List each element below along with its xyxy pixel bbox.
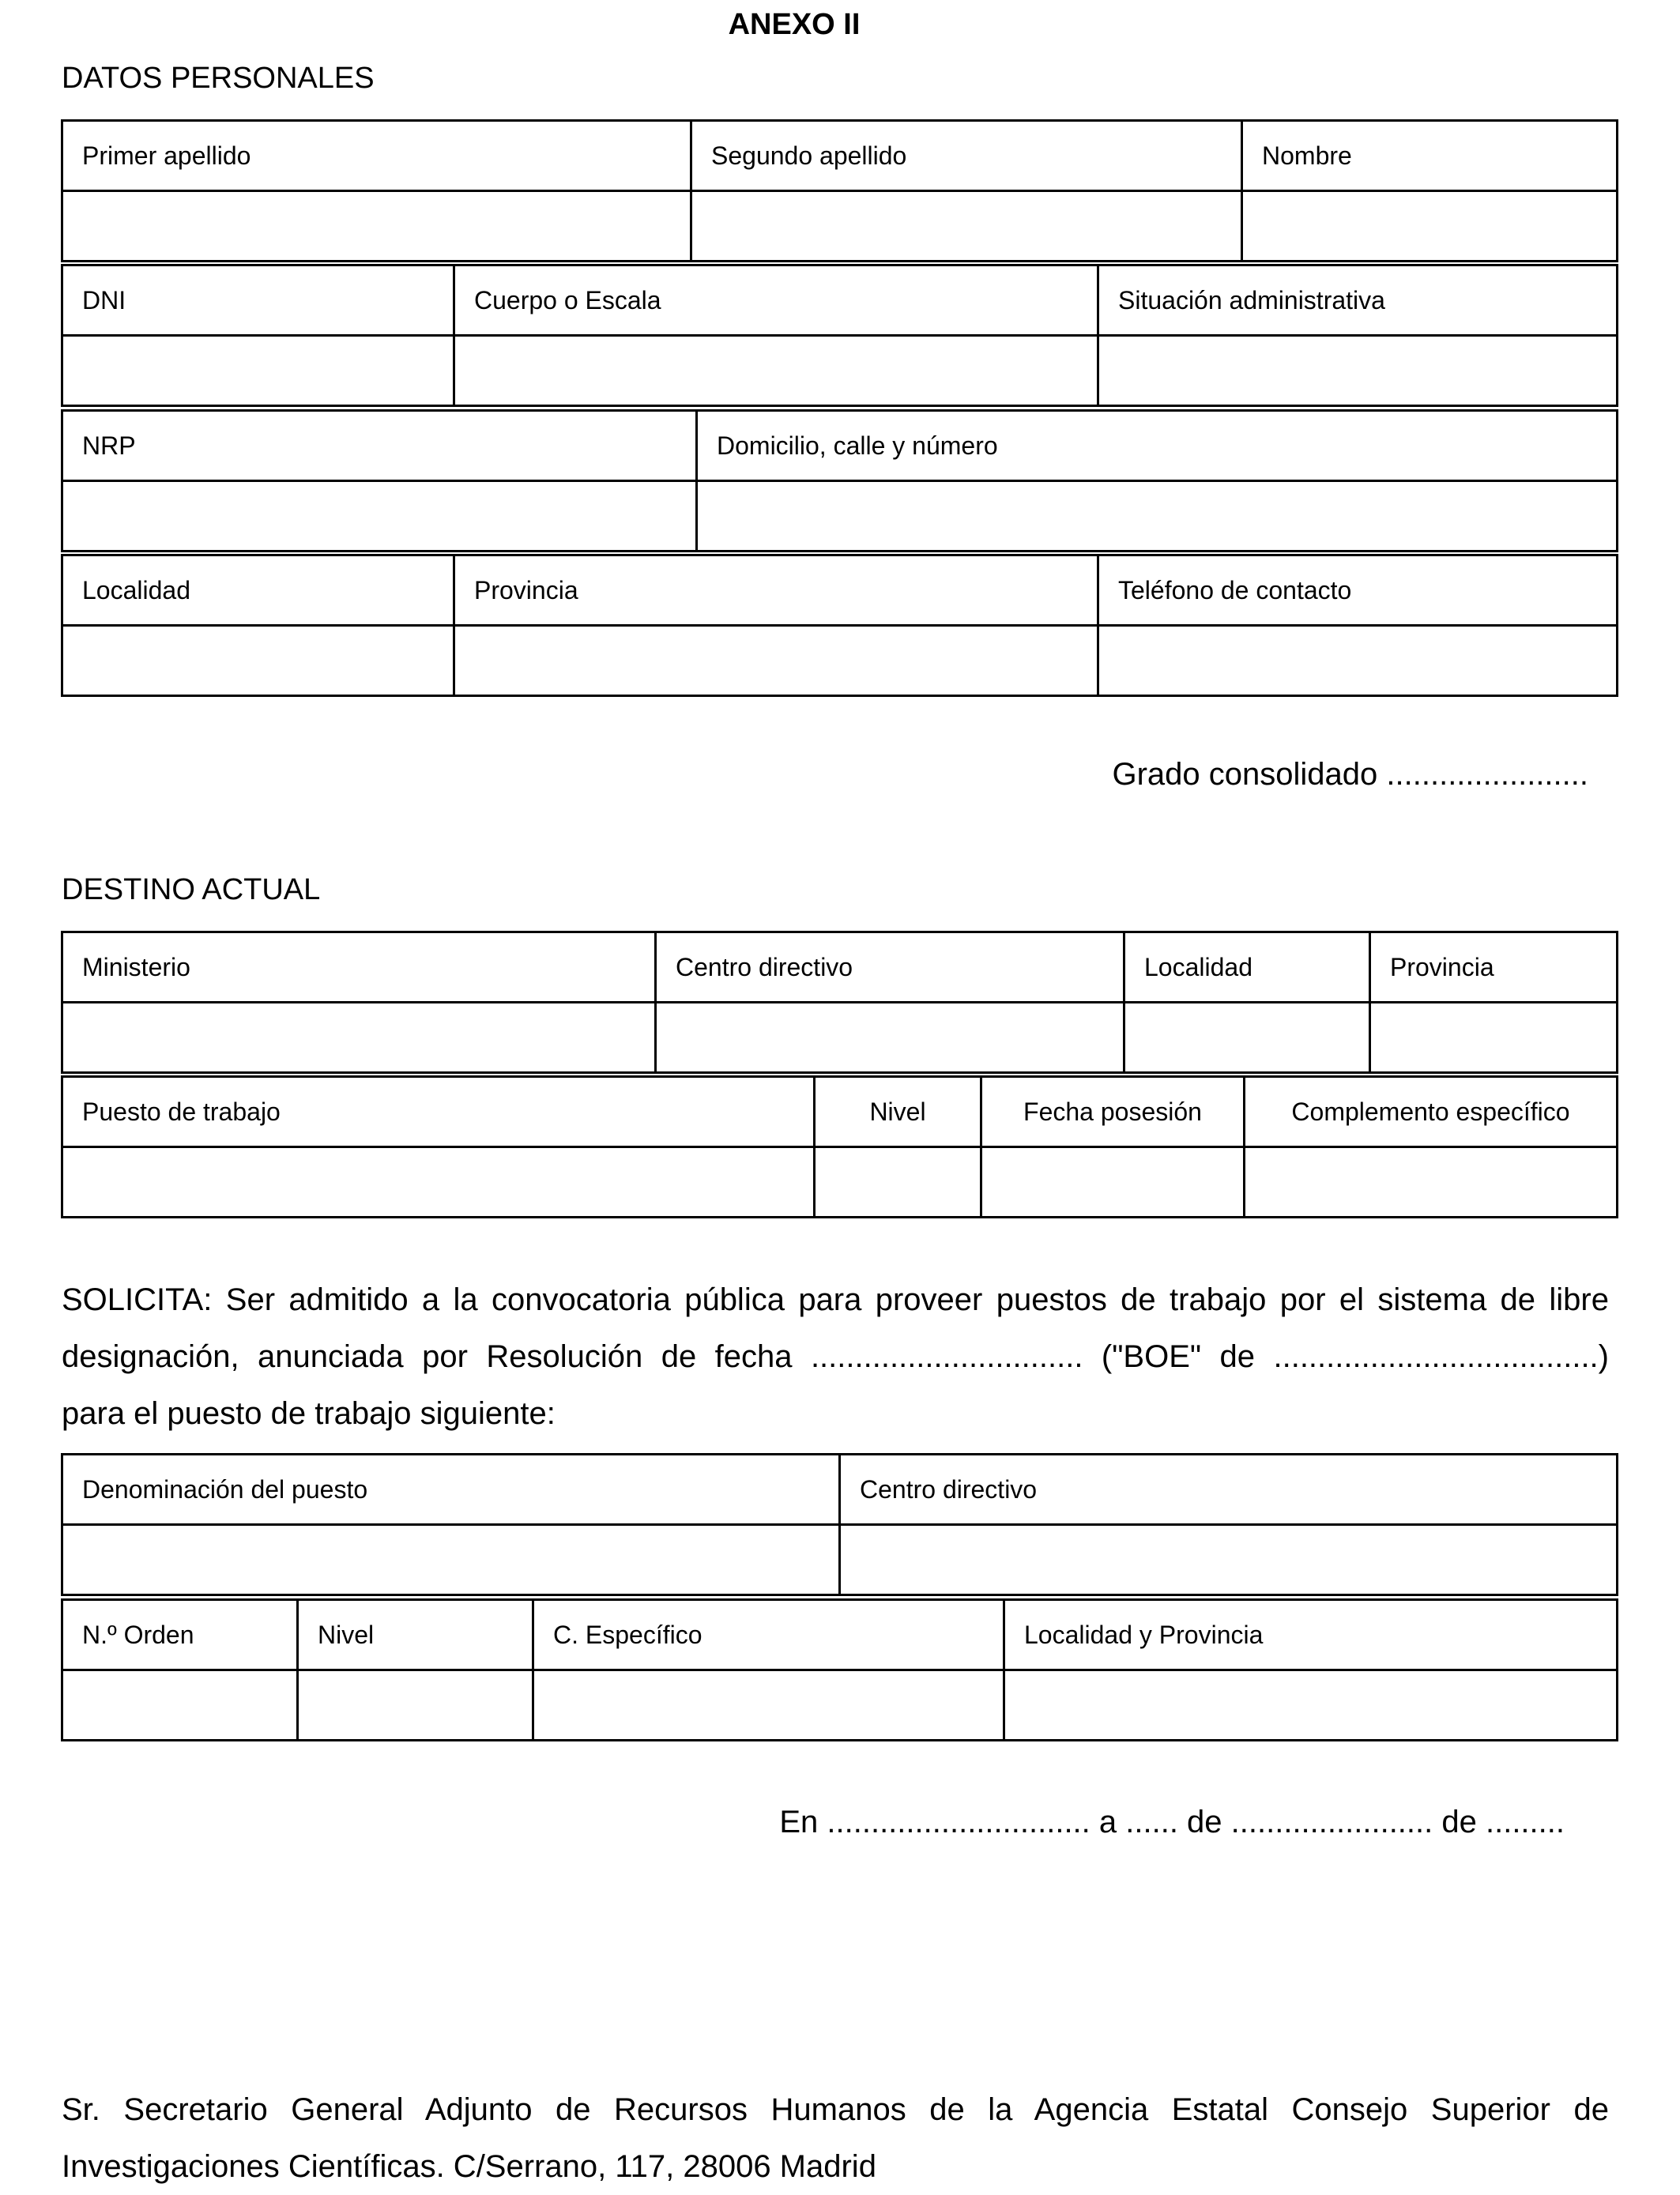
label-denominacion-puesto: Denominación del puesto [62,1455,840,1525]
field-situacion-administrativa[interactable] [1098,336,1618,406]
field-primer-apellido[interactable] [62,191,691,262]
label-fecha-posesion: Fecha posesión [981,1077,1245,1147]
label-nivel-destino: Nivel [815,1077,981,1147]
label-primer-apellido: Primer apellido [62,121,691,191]
fecha-lugar-line: En .............................. a ...... de ....................... de ......... [779,1805,1565,1839]
field-centro-directivo-solicitado[interactable] [840,1525,1618,1595]
field-localidad-destino[interactable] [1124,1003,1370,1073]
label-situacion-administrativa: Situación administrativa [1098,265,1618,336]
field-nrp[interactable] [62,481,697,552]
label-telefono: Teléfono de contacto [1098,555,1618,626]
destino-actual-table-row1 [61,931,1618,1074]
field-segundo-apellido[interactable] [691,191,1242,262]
label-dni: DNI [62,265,454,336]
label-centro-directivo-solicitado: Centro directivo [840,1455,1618,1525]
label-puesto-trabajo: Puesto de trabajo [62,1077,815,1147]
datos-personales-table-row3 [61,409,1618,552]
destino-actual-table-row2 [61,1075,1618,1218]
destinatario-line-1: Sr. Secretario General Adjunto de Recursos Humanos de la Agencia Estatal Consejo Superior de [62,2092,1609,2127]
solicita-line-2: designación, anunciada por Resolución de fecha ............................... ("BOE" de .....................................) [62,1339,1609,1374]
field-n-orden[interactable] [62,1670,298,1741]
field-nivel-solicitado[interactable] [298,1670,533,1741]
field-denominacion-puesto[interactable] [62,1525,840,1595]
label-cuerpo-escala: Cuerpo o Escala [454,265,1098,336]
label-n-orden: N.º Orden [62,1600,298,1670]
field-nivel-destino[interactable] [815,1147,981,1218]
field-telefono[interactable] [1098,626,1618,696]
field-centro-directivo[interactable] [656,1003,1124,1073]
datos-personales-table-row4 [61,554,1618,697]
field-dni[interactable] [62,336,454,406]
label-centro-directivo: Centro directivo [656,932,1124,1003]
field-provincia[interactable] [454,626,1098,696]
label-localidad: Localidad [62,555,454,626]
datos-personales-table-row2 [61,264,1618,407]
puesto-solicitado-table-row1 [61,1453,1618,1596]
field-provincia-destino[interactable] [1370,1003,1618,1073]
field-complemento-especifico[interactable] [1245,1147,1618,1218]
field-nombre[interactable] [1242,191,1618,262]
label-segundo-apellido: Segundo apellido [691,121,1242,191]
label-complemento-especifico: Complemento específico [1245,1077,1618,1147]
label-provincia-destino: Provincia [1370,932,1618,1003]
field-localidad-provincia[interactable] [1004,1670,1618,1741]
solicita-line-3: para el puesto de trabajo siguiente: [62,1396,556,1431]
label-localidad-provincia: Localidad y Provincia [1004,1600,1618,1670]
destinatario-paragraph [62,2081,1609,2195]
field-cuerpo-escala[interactable] [454,336,1098,406]
solicita-paragraph [62,1271,1609,1442]
page-title: ANEXO II [728,8,861,41]
section-heading-destino-actual: DESTINO ACTUAL [62,873,321,906]
label-nivel-solicitado: Nivel [298,1600,533,1670]
label-domicilio: Domicilio, calle y número [697,411,1618,481]
label-c-especifico: C. Específico [533,1600,1004,1670]
label-provincia: Provincia [454,555,1098,626]
field-puesto-trabajo[interactable] [62,1147,815,1218]
puesto-solicitado-table-row2 [61,1598,1618,1741]
solicita-line-1: SOLICITA: Ser admitido a la convocatoria pública para proveer puestos de trabajo por el sistema de libre [62,1282,1609,1317]
field-c-especifico[interactable] [533,1670,1004,1741]
grado-consolidado: Grado consolidado ....................... [1112,757,1588,792]
field-localidad[interactable] [62,626,454,696]
datos-personales-table-row1 [61,119,1618,262]
field-domicilio[interactable] [697,481,1618,552]
section-heading-datos-personales: DATOS PERSONALES [62,62,375,95]
label-localidad-destino: Localidad [1124,932,1370,1003]
field-ministerio[interactable] [62,1003,656,1073]
label-nombre: Nombre [1242,121,1618,191]
label-nrp: NRP [62,411,697,481]
label-ministerio: Ministerio [62,932,656,1003]
destinatario-line-2: Investigaciones Científicas. C/Serrano, 117, 28006 Madrid [62,2149,876,2184]
field-fecha-posesion[interactable] [981,1147,1245,1218]
